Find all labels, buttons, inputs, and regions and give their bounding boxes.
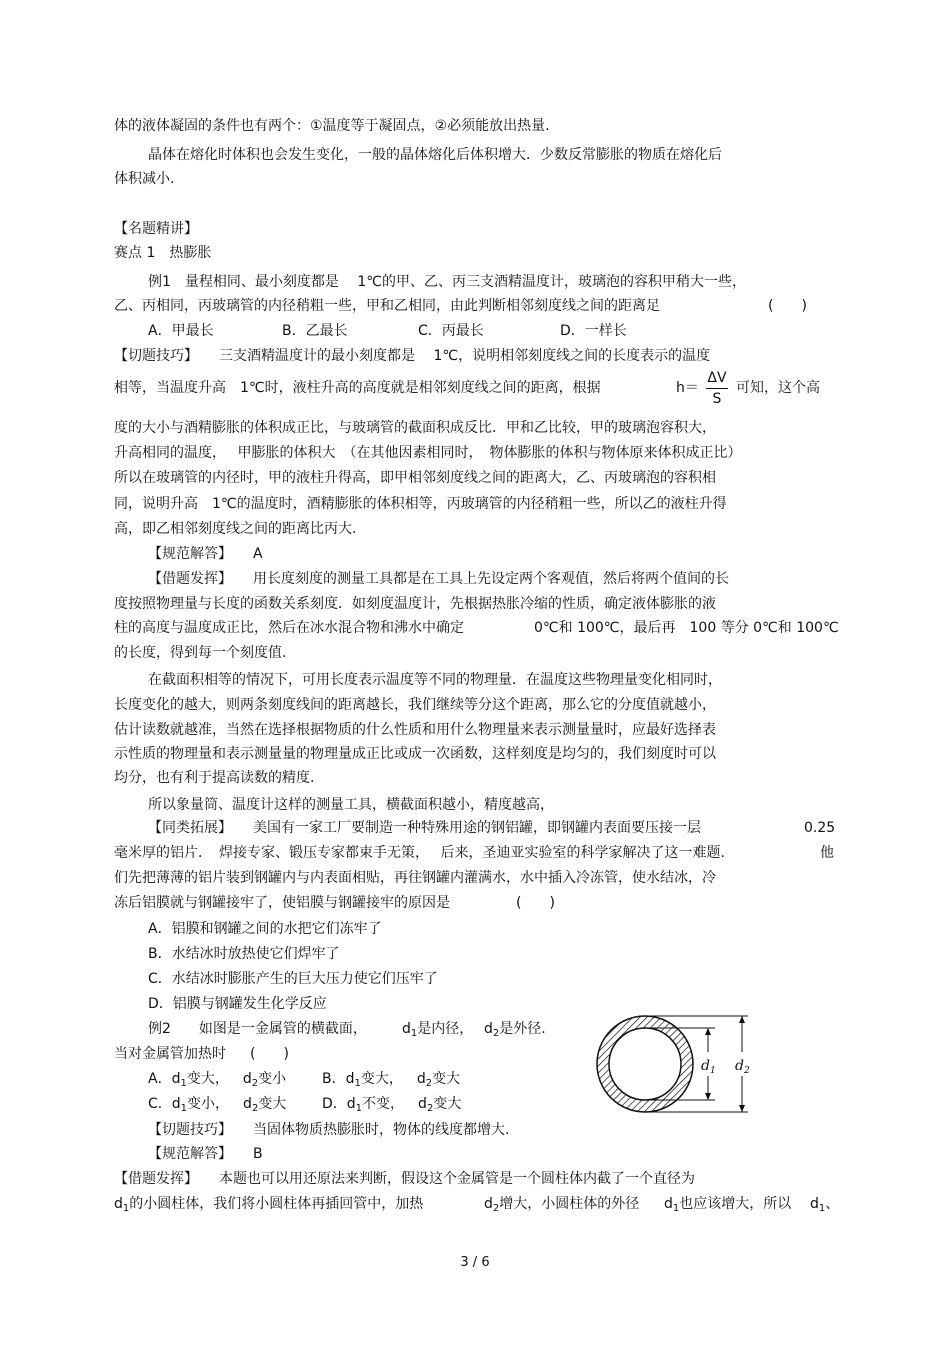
d-var: d (171, 1096, 181, 1112)
d-var: d (345, 1071, 355, 1087)
text-span: 变大， (360, 1071, 403, 1087)
answer-paren: ( ) (516, 895, 555, 911)
text-span: 变大 (258, 1096, 287, 1112)
text-line (484, 1019, 546, 1044)
arrow-icon (705, 1093, 711, 1100)
section-heading: 【名题精讲】 (114, 221, 198, 237)
subscript: 1 (180, 1103, 188, 1114)
subscript: 1 (122, 1203, 130, 1214)
d-var: d (810, 1196, 819, 1212)
text-line (664, 1194, 791, 1219)
text-line: 所以象量筒、温度计这样的测量工具，横截面积越小，精度越高， (148, 797, 554, 813)
option-a (148, 1069, 286, 1094)
text-line: 0℃和 100℃，最后再 100 等分 0℃和 100℃ (534, 620, 839, 636)
text-line: 0.25 (804, 820, 836, 836)
arrow-icon (739, 1016, 745, 1023)
d-var: d (114, 1196, 123, 1212)
formula-numerator: ΔV (707, 370, 727, 386)
d-var: d (346, 1096, 356, 1112)
text-line: 高，即乙相邻刻度线之间的距离比丙大. (114, 521, 357, 537)
text-line: 均分，也有利于提高读数的精度. (114, 770, 315, 786)
subscript: 2 (492, 1028, 500, 1039)
text-span: 变大 (433, 1096, 462, 1112)
text-line: 所以在玻璃管的内径时，甲的液柱升得高，即甲相邻刻度线之间的距离大，乙、丙玻璃泡的容积相 (114, 470, 716, 486)
d-var: d (243, 1096, 252, 1112)
option-letter: B． (322, 1071, 346, 1087)
formula-fraction (704, 370, 730, 407)
option-letter: C． (148, 1096, 172, 1112)
d2-label: $d_2$ (735, 1058, 750, 1076)
text-span: 是内径， (417, 1021, 474, 1037)
option-letter: A． (148, 1071, 172, 1087)
text-line: 度的大小与酒精膨胀的体积成正比，与玻璃管的截面积成反比．甲和乙比较，甲的玻璃泡容积大， (114, 420, 716, 436)
text-line: 升高相同的温度， 甲膨胀的体积大 （在其他因素相同时， 物体膨胀的体积与物体原来体积成正比） (114, 445, 742, 461)
subscript: 1 (410, 1028, 418, 1039)
text-line: 【规范解答】 B (148, 1146, 263, 1162)
option-c: C．丙最长 (418, 323, 484, 339)
text-span: 的小圆柱体，我们将小圆柱体再插回管中，加热 (129, 1196, 424, 1212)
option-b: B．乙最长 (282, 323, 348, 339)
text-line (484, 1194, 639, 1219)
text-line (402, 1019, 473, 1044)
text-line: 【规范解答】 A (148, 546, 263, 562)
option-b: B．水结冰时放热使它们焊牢了 (148, 946, 340, 962)
text-line (810, 1194, 839, 1219)
formula-lhs: h＝ (676, 380, 699, 396)
text-line: 在截面积相等的情况下，可用长度表示温度等不同的物理量．在温度这些物理量变化相同时， (148, 672, 722, 688)
d-var: d (402, 1021, 411, 1037)
option-a: A．甲最长 (148, 323, 214, 339)
d-var: d (242, 1071, 252, 1087)
d-var: d (416, 1071, 426, 1087)
text-span: 变大 (432, 1071, 461, 1087)
text-line: 乙、丙相同，丙玻璃管的内径稍粗一些，甲和乙相同，由此判断相邻刻度线之间的距离足 (114, 298, 660, 314)
text-line: 冻后铝膜就与钢罐接牢了，使铝膜与钢罐接牢的原因是 (114, 895, 450, 911)
text-line: 柱的高度与温度成正比，然后在冰水混合物和沸水中确定 (114, 620, 464, 636)
text-line: 毫米厚的铝片． 焊接专家、锻压专家都束手无策， 后来，圣迪亚实验室的科学家解决了这一难题. (114, 845, 725, 861)
subscript: 2 (426, 1103, 434, 1114)
subscript: 1 (818, 1203, 826, 1214)
option-d: D．铝膜与钢罐发生化学反应 (148, 996, 327, 1012)
subscript: 2 (251, 1103, 259, 1114)
text-line: 当对金属管加热时 (114, 1046, 226, 1062)
pipe-cross-section-figure (590, 1010, 780, 1120)
text-line (114, 1194, 423, 1219)
text-line: 【借题发挥】 本题也可以用还原法来判断，假设这个金属管是一个圆柱体内截了一个直径为 (114, 1171, 695, 1187)
d-var: d (664, 1196, 673, 1212)
page-number: 3 / 6 (460, 1255, 490, 1270)
text-line: 示性质的物理量和表示测量量的物理量成正比或成一次函数，这样刻度是均匀的，我们刻度时可以 (114, 746, 716, 762)
subscript: 1 (354, 1078, 361, 1089)
d-var: d (484, 1021, 493, 1037)
text-span: 变小 (258, 1071, 287, 1087)
arrow-icon (705, 1028, 711, 1035)
subscript: 1 (672, 1203, 680, 1214)
text-line: 晶体在熔化时体积也会发生变化，一般的晶体熔化后体积增大．少数反常膨胀的物质在熔化后 (148, 147, 722, 163)
text-span: 也应该增大，所以 (679, 1196, 792, 1212)
subscript: 2 (425, 1078, 433, 1089)
d-var: d (418, 1096, 427, 1112)
text-line: 可知，这个高 (736, 380, 820, 396)
text-line: 体的液体凝固的条件也有两个：①温度等于凝固点，②必须能放出热量. (114, 118, 550, 134)
option-letter: D． (322, 1096, 347, 1112)
text-line: 体积减小. (114, 171, 175, 187)
text-line: 【同类拓展】 美国有一家工厂要制造一种特殊用途的钢铝罐，即钢罐内表面要压接一层 (148, 820, 701, 836)
inner-circle (609, 1028, 681, 1100)
text-span: 不变， (362, 1096, 405, 1112)
subscript: 2 (251, 1078, 259, 1089)
option-d: D．一样长 (560, 323, 627, 339)
text-line: 相等，当温度升高 1℃时，液柱升高的高度就是相邻刻度线之间的距离，根据 (114, 380, 601, 396)
text-span: 是外径. (499, 1021, 546, 1037)
text-line: 【借题发挥】 用长度刻度的测量工具都是在工具上先设定两个客观值，然后将两个值间的长 (148, 571, 729, 587)
arrow-icon (739, 1105, 745, 1112)
formula-denominator: S (712, 391, 722, 407)
answer-paren: ( ) (768, 298, 807, 314)
d-var: d (484, 1196, 493, 1212)
text-span: 增大，小圆柱体的外径 (499, 1196, 640, 1212)
option-b (322, 1069, 460, 1094)
option-c (148, 1094, 286, 1119)
text-line: 的长度，得到每一个刻度值. (114, 645, 287, 661)
subscript: 2 (492, 1203, 500, 1214)
text-line: 度按照物理量与长度的函数关系刻度．如刻度温度计，先根据热胀冷缩的性质，确定液体膨胀的液 (114, 596, 716, 612)
fraction-bar (706, 388, 728, 389)
text-line: 例2 如图是一金属管的横截面， (148, 1021, 367, 1037)
text-line: 们先把薄薄的铝片装到钢罐内与内表面相贴，再往钢罐内灌满水，水中插入冷冻管，使水结冰，冷 (114, 870, 716, 886)
text-line: 例1 量程相同、最小刻度都是 1℃的甲、乙、丙三支酒精温度计，玻璃泡的容积甲稍大一些， (148, 274, 746, 290)
option-c: C．水结冰时膨胀产生的巨大压力使它们压牢了 (148, 971, 438, 987)
text-line: 同，说明升高 1℃的温度时，酒精膨胀的体积相等，丙玻璃管的内径稍粗一些，所以乙的液柱升得 (114, 496, 727, 512)
subscript: 1 (180, 1078, 187, 1089)
text-line: 他 (820, 845, 834, 861)
text-line: 【切题技巧】 三支酒精温度计的最小刻度都是 1℃，说明相邻刻度线之间的长度表示的温度 (114, 348, 711, 364)
text-line: 【切题技巧】 当固体物质热膨胀时，物体的线度都增大. (148, 1122, 510, 1138)
d-var: d (171, 1071, 181, 1087)
text-span: 变大， (186, 1071, 229, 1087)
option-a: A．铝膜和钢罐之间的水把它们冻牢了 (148, 921, 382, 937)
d1-label: $d_1$ (701, 1058, 716, 1076)
text-span: 变小， (187, 1096, 230, 1112)
text-line: 长度变化的越大，则两条刻度线间的距离越长，我们继续等分这个距离，那么它的分度值就越小， (114, 697, 716, 713)
option-d (322, 1094, 461, 1119)
subsection-heading: 赛点 1 热膨胀 (114, 245, 212, 261)
text-line: 估计读数就越准，当然在选择根据物质的什么性质和用什么物理量来表示测量量时，应最好选择表 (114, 722, 716, 738)
text-span: 、 (825, 1196, 840, 1212)
subscript: 1 (355, 1103, 363, 1114)
answer-paren: ( ) (250, 1046, 289, 1062)
